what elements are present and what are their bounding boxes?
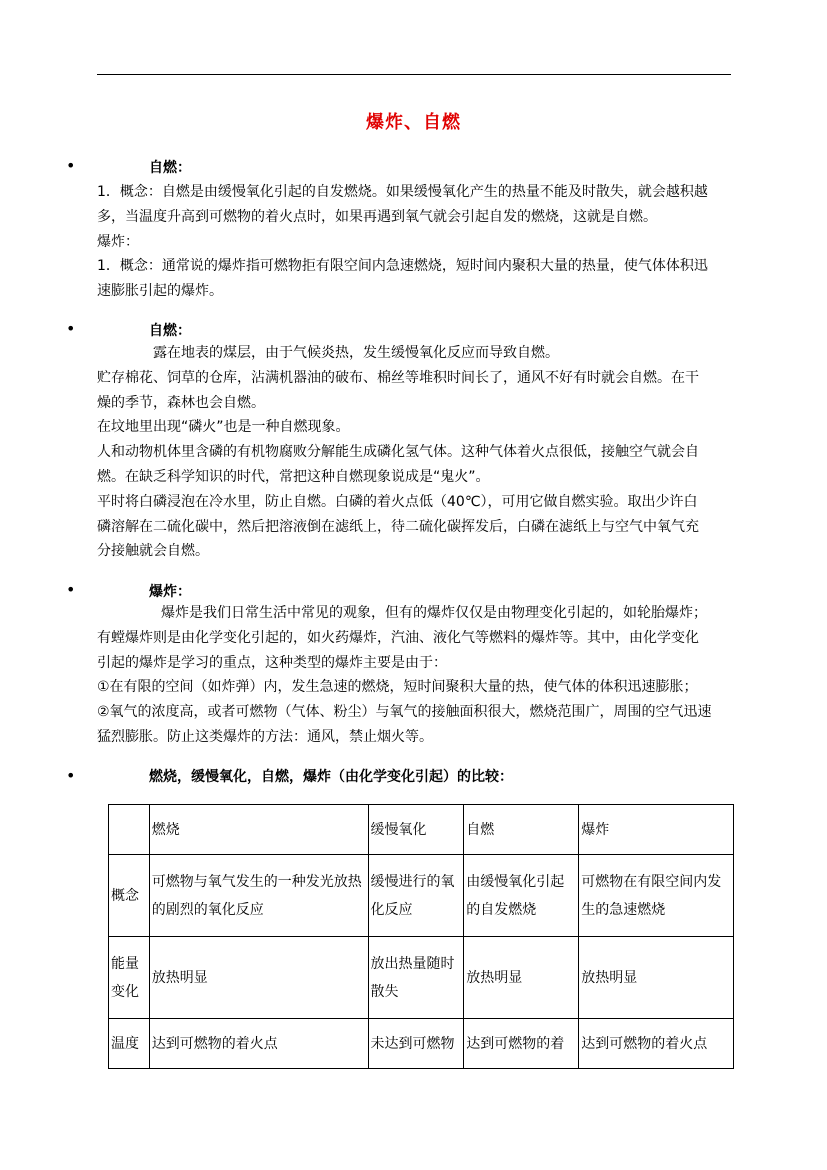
text-line: 磷溶解在二硫化碳中，然后把溶液倒在滤纸上，待二硫化碳挥发后，白磷在滤纸上与空气中氧气充 [97, 518, 699, 535]
section4-heading: 燃烧，缓慢氧化，自燃，爆炸（由化学变化引起）的比较： [149, 769, 513, 785]
table-cell: 达到可燃物的着 [464, 1019, 579, 1069]
text-line: 平时将白磷浸泡在冷水里，防止自燃。白磷的着火点低（40℃），可用它做自燃实验。取出少许白 [97, 493, 698, 510]
table-cell: 自燃 [464, 805, 579, 855]
text-line: 引起的爆炸是学习的重点，这种类型的爆炸主要是由于： [97, 654, 447, 671]
text-line: 1．概念：自燃是由缓慢氧化引起的自发燃烧。如果缓慢氧化产生的热量不能及时散失，就会越积越 [97, 184, 708, 200]
section2-heading: 自燃： [149, 323, 191, 339]
text-line: 爆炸： [97, 233, 139, 250]
table-cell: 燃烧 [149, 805, 368, 855]
table-cell: 未达到可燃物 [368, 1019, 464, 1069]
text-line: 人和动物机体里含磷的有机物腐败分解能生成磷化氢气体。这种气体着火点很低，接触空气就会自 [97, 444, 699, 461]
table-cell: 放出热量随时散失 [368, 937, 464, 1019]
table-cell: 可燃物与氧气发生的一种发光放热的剧烈的氧化反应 [149, 855, 368, 937]
table-cell: 可燃物在有限空间内发生的急速燃烧 [579, 855, 734, 937]
bullet-2: • [66, 319, 76, 338]
text-line: 速膨胀引起的爆炸。 [97, 283, 223, 300]
section3-heading: 爆炸： [149, 584, 191, 600]
text-line: 猛烈膨胀。防止这类爆炸的方法：通风，禁止烟火等。 [97, 728, 433, 745]
table-cell: 达到可燃物的着火点 [149, 1019, 368, 1069]
comparison-table [108, 804, 734, 1069]
table-cell: 由缓慢氧化引起的自发燃烧 [464, 855, 579, 937]
text-line: 在坟地里出现“磷火”也是一种自燃现象。 [97, 419, 350, 436]
section1-body [97, 180, 737, 304]
table-cell: 爆炸 [579, 805, 734, 855]
text-line: 多，当温度升高到可燃物的着火点时，如果再遇到氧气就会引起自发的燃烧，这就是自燃。 [97, 208, 657, 225]
page-title: 爆炸、自燃 [366, 112, 461, 133]
table-row [109, 1019, 734, 1069]
text-line: 贮存棉花、饲草的仓库，沾满机器油的破布、棉丝等堆积时间长了，通风不好有时就会自燃。在干 [97, 369, 699, 386]
table-header-row [109, 805, 734, 855]
header-rule [97, 74, 731, 75]
table-cell: 能量变化 [109, 937, 150, 1019]
table-cell: 概念 [109, 855, 150, 937]
text-line: 露在地表的煤层，由于气候炎热，发生缓慢氧化反应而导致自燃。 [153, 345, 559, 361]
table-cell: 缓慢进行的氧化反应 [368, 855, 464, 937]
table-cell: 放热明显 [579, 937, 734, 1019]
text-line: 分接触就会自燃。 [97, 543, 209, 560]
section3-body [97, 601, 737, 750]
section1-heading: 自燃： [149, 160, 191, 176]
bullet-1: • [66, 156, 76, 175]
table-cell: 放热明显 [464, 937, 579, 1019]
table-cell: 温度 [109, 1019, 150, 1069]
table-cell: 缓慢氧化 [368, 805, 464, 855]
text-line: 1．概念：通常说的爆炸指可燃物拒有限空间内急速燃烧，短时间内聚积大量的热量，使气体体积迅 [97, 258, 708, 275]
text-line: 有螳爆炸则是由化学变化引起的，如火药爆炸，汽油、液化气等燃料的爆炸等。其中，由化学变化 [97, 629, 699, 646]
table-row [109, 937, 734, 1019]
text-line: ①在有限的空间（如炸弹）内，发生急速的燃烧，短时间聚积大量的热，使气体的体积迅速膨胀； [97, 679, 698, 696]
text-line: 燃。在缺乏科学知识的时代，常把这种自燃现象说成是“鬼火”。 [97, 468, 490, 485]
text-line: 燥的季节，森林也会自燃。 [97, 394, 265, 411]
table-row [109, 855, 734, 937]
table-cell [109, 805, 150, 855]
table-cell: 放热明显 [149, 937, 368, 1019]
bullet-3: • [66, 580, 76, 599]
text-line: ②氧气的浓度高，或者可燃物（气体、粉尘）与氧气的接触面积很大，燃烧范围广，周围的空气迅速 [97, 704, 712, 721]
table-cell: 达到可燃物的着火点 [579, 1019, 734, 1069]
section2-body [97, 341, 737, 564]
bullet-4: • [66, 766, 76, 785]
text-line: 爆炸是我们日常生活中常见的观象，但有的爆炸仅仅是由物理变化引起的，如轮胎爆炸； [161, 605, 707, 621]
